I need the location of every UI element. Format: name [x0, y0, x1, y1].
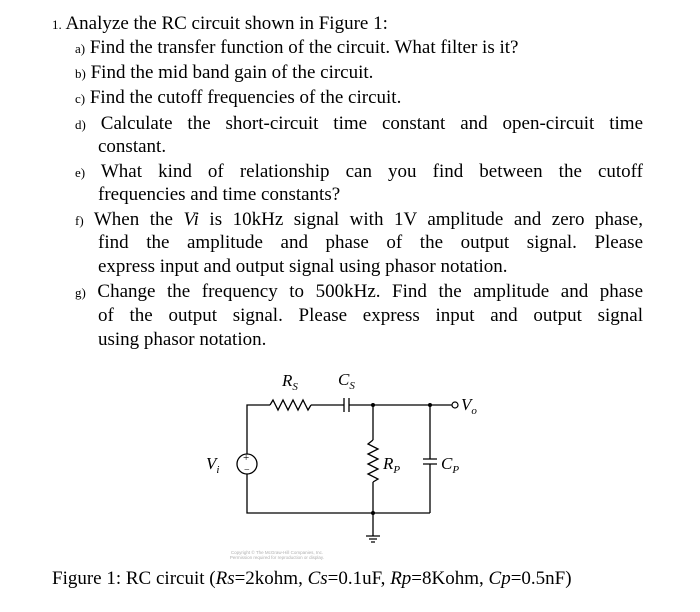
label-vi-sub: i [216, 464, 220, 476]
label-cs [338, 370, 355, 392]
caption-cp-name: Cp [488, 568, 511, 589]
caption-cp-value: =0.5nF) [510, 568, 572, 589]
part-g-line2: of the output signal. Please express input and output signal [98, 305, 643, 326]
label-cs-main: C [338, 370, 350, 389]
source-plus-sign: + [243, 452, 250, 464]
part-e-line2: frequencies and time constants? [98, 184, 341, 205]
output-terminal [452, 402, 458, 408]
label-rs-sub: S [292, 381, 298, 393]
label-vo [461, 395, 477, 417]
part-d-line2: constant. [98, 136, 167, 157]
part-g-label: g) [75, 285, 86, 300]
caption-rs-value: =2kohm, [234, 568, 308, 589]
part-f-line3: express input and output signal using phasor notation. [98, 256, 508, 277]
part-c-label: c) [75, 91, 86, 106]
part-a-text: Find the transfer function of the circuit. What filter is it? [89, 37, 519, 58]
junction-dot-top-rp [371, 403, 375, 407]
part-f-vi: Vi [183, 209, 199, 230]
capacitor-cs [344, 398, 349, 412]
part-f-label: f) [75, 213, 84, 228]
junction-dot-top-cp [428, 403, 432, 407]
caption-rp-name: Rp [390, 568, 412, 589]
part-f-line2: find the amplitude and phase of the output signal. Please [98, 232, 643, 253]
part-a-label: a) [75, 41, 86, 56]
copyright-line-2: Permission required for reproduction or display. [229, 555, 325, 560]
label-cp-sub: P [452, 464, 460, 476]
caption-rp-value: =8Kohm, [411, 568, 489, 589]
source-minus-sign: − [244, 465, 250, 476]
label-rp [382, 454, 400, 476]
copyright-notice [212, 550, 342, 560]
part-f-text-1b: is 10kHz signal with 1V amplitude and zero phase, [198, 209, 643, 230]
wire-bottom [247, 474, 430, 513]
problem-intro: Analyze the RC circuit shown in Figure 1: [65, 13, 388, 34]
junction-dot-bottom-rp [371, 511, 375, 515]
resistor-rp [368, 440, 378, 482]
label-vi-main: V [206, 454, 217, 473]
caption-cs-value: =0.1uF, [327, 568, 391, 589]
label-cp [441, 454, 459, 476]
part-b-text: Find the mid band gain of the circuit. [90, 62, 374, 83]
part-g-text-1: Change the frequency to 500kHz. Find the amplitude and phase [97, 281, 644, 302]
part-d-text-1: Calculate the short-circuit time constant and open-circuit time [100, 113, 644, 134]
part-c-text: Find the cutoff frequencies of the circuit. [89, 87, 402, 108]
wire-left-top [247, 405, 270, 454]
part-e-label: e) [75, 165, 86, 180]
label-cs-sub: S [349, 380, 355, 392]
part-g-line3: using phasor notation. [98, 329, 267, 350]
part-b-label: b) [75, 66, 86, 81]
part-d-label: d) [75, 117, 86, 132]
problem-number: 1. [52, 17, 62, 32]
caption-prefix: Figure 1: RC circuit ( [52, 568, 216, 589]
label-vi [206, 454, 219, 476]
copyright-line-1: Copyright © The McGraw-Hill Companies, Inc. [230, 550, 324, 555]
label-rp-sub: P [393, 464, 401, 476]
capacitor-cp [423, 459, 437, 464]
figure-caption [52, 568, 572, 590]
label-vo-main: V [461, 395, 472, 414]
caption-rs-name: Rs [215, 568, 235, 589]
resistor-rs [270, 400, 311, 410]
label-rs-main: R [282, 371, 293, 390]
label-rs [281, 371, 298, 393]
label-cp-main: C [441, 454, 453, 473]
label-vo-sub: o [471, 405, 477, 417]
ground-icon [366, 536, 380, 542]
part-f-text-1a: When the [93, 209, 184, 230]
caption-cs-name: Cs [307, 568, 328, 589]
label-rp-main: R [383, 454, 394, 473]
part-e-text-1: What kind of relationship can you find between the cutoff [100, 161, 643, 182]
